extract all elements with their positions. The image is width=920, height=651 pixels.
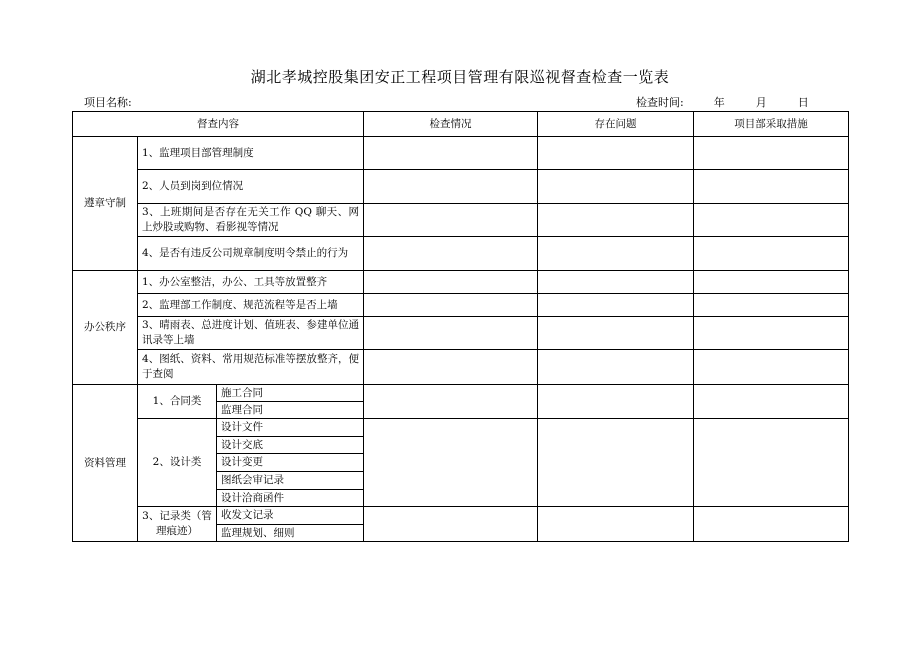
measures-cell[interactable] <box>694 294 849 317</box>
issues-cell[interactable] <box>538 507 694 542</box>
measures-cell[interactable] <box>694 237 849 271</box>
status-cell[interactable] <box>364 170 538 204</box>
day-label: 日 <box>797 96 809 109</box>
measures-cell[interactable] <box>694 204 849 237</box>
issues-cell[interactable] <box>538 317 694 350</box>
measures-cell[interactable] <box>694 317 849 350</box>
doc-item: 设计文件 <box>217 419 364 437</box>
content-cell: 4、是否有违反公司规章制度明令禁止的行为 <box>138 237 364 271</box>
status-cell[interactable] <box>364 294 538 317</box>
issues-cell[interactable] <box>538 237 694 271</box>
doc-item: 设计交底 <box>217 437 364 454</box>
content-cell: 3、上班期间是否存在无关工作 QQ 聊天、网上炒股或购物、看影视等情况 <box>138 204 364 237</box>
measures-cell[interactable] <box>694 419 849 507</box>
content-cell: 2、监理部工作制度、规范流程等是否上墙 <box>138 294 364 317</box>
table-row <box>73 294 849 317</box>
status-cell[interactable] <box>364 137 538 170</box>
table-row <box>73 204 849 237</box>
table-row <box>73 271 849 294</box>
measures-cell[interactable] <box>694 271 849 294</box>
table-row <box>73 350 849 385</box>
measures-cell[interactable] <box>694 170 849 204</box>
doc-item: 图纸会审记录 <box>217 472 364 490</box>
doc-item: 监理规划、细则 <box>217 525 364 542</box>
table-header-row <box>73 112 849 137</box>
table-row <box>73 507 849 525</box>
status-cell[interactable] <box>364 385 538 419</box>
category-office: 办公秩序 <box>73 271 138 385</box>
doc-item: 设计洽商函件 <box>217 490 364 507</box>
issues-cell[interactable] <box>538 294 694 317</box>
content-cell: 2、人员到岗到位情况 <box>138 170 364 204</box>
issues-cell[interactable] <box>538 385 694 419</box>
issues-cell[interactable] <box>538 419 694 507</box>
status-cell[interactable] <box>364 317 538 350</box>
issues-cell[interactable] <box>538 137 694 170</box>
doc-group-contracts: 1、合同类 <box>138 385 217 419</box>
check-time-label: 检查时间: <box>636 96 684 109</box>
doc-item: 收发文记录 <box>217 507 364 525</box>
doc-item: 设计变更 <box>217 454 364 472</box>
header-content: 督查内容 <box>73 112 364 137</box>
issues-cell[interactable] <box>538 204 694 237</box>
header-issues: 存在问题 <box>538 112 694 137</box>
content-cell: 3、晴雨表、总进度计划、值班表、参建单位通讯录等上墙 <box>138 317 364 350</box>
doc-group-design: 2、设计类 <box>138 419 217 507</box>
content-cell: 4、图纸、资料、常用规范标准等摆放整齐，便于查阅 <box>138 350 364 385</box>
status-cell[interactable] <box>364 271 538 294</box>
issues-cell[interactable] <box>538 170 694 204</box>
table-row <box>73 170 849 204</box>
content-cell: 1、办公室整洁，办公、工具等放置整齐 <box>138 271 364 294</box>
table-row <box>73 419 849 437</box>
measures-cell[interactable] <box>694 507 849 542</box>
status-cell[interactable] <box>364 350 538 385</box>
status-cell[interactable] <box>364 507 538 542</box>
table-row <box>73 237 849 271</box>
table-row <box>73 137 849 170</box>
header-measures: 项目部采取措施 <box>694 112 849 137</box>
status-cell[interactable] <box>364 419 538 507</box>
doc-group-records: 3、记录类（管理痕迹） <box>138 507 217 542</box>
category-discipline: 遵章守制 <box>73 137 138 271</box>
measures-cell[interactable] <box>694 385 849 419</box>
table-row <box>73 317 849 350</box>
category-documents: 资料管理 <box>73 385 138 542</box>
table-row <box>73 385 849 402</box>
page-title: 湖北孝城控股集团安正工程项目管理有限巡视督查检查一览表 <box>250 68 670 86</box>
month-label: 月 <box>755 96 767 109</box>
measures-cell[interactable] <box>694 350 849 385</box>
issues-cell[interactable] <box>538 271 694 294</box>
issues-cell[interactable] <box>538 350 694 385</box>
project-name-label: 项目名称: <box>84 96 132 109</box>
check-time <box>636 94 809 110</box>
status-cell[interactable] <box>364 237 538 271</box>
year-label: 年 <box>713 96 725 109</box>
doc-item: 监理合同 <box>217 402 364 419</box>
status-cell[interactable] <box>364 204 538 237</box>
measures-cell[interactable] <box>694 137 849 170</box>
content-cell: 1、监理项目部管理制度 <box>138 137 364 170</box>
header-status: 检查情况 <box>364 112 538 137</box>
inspection-table <box>72 111 849 542</box>
doc-item: 施工合同 <box>217 385 364 402</box>
